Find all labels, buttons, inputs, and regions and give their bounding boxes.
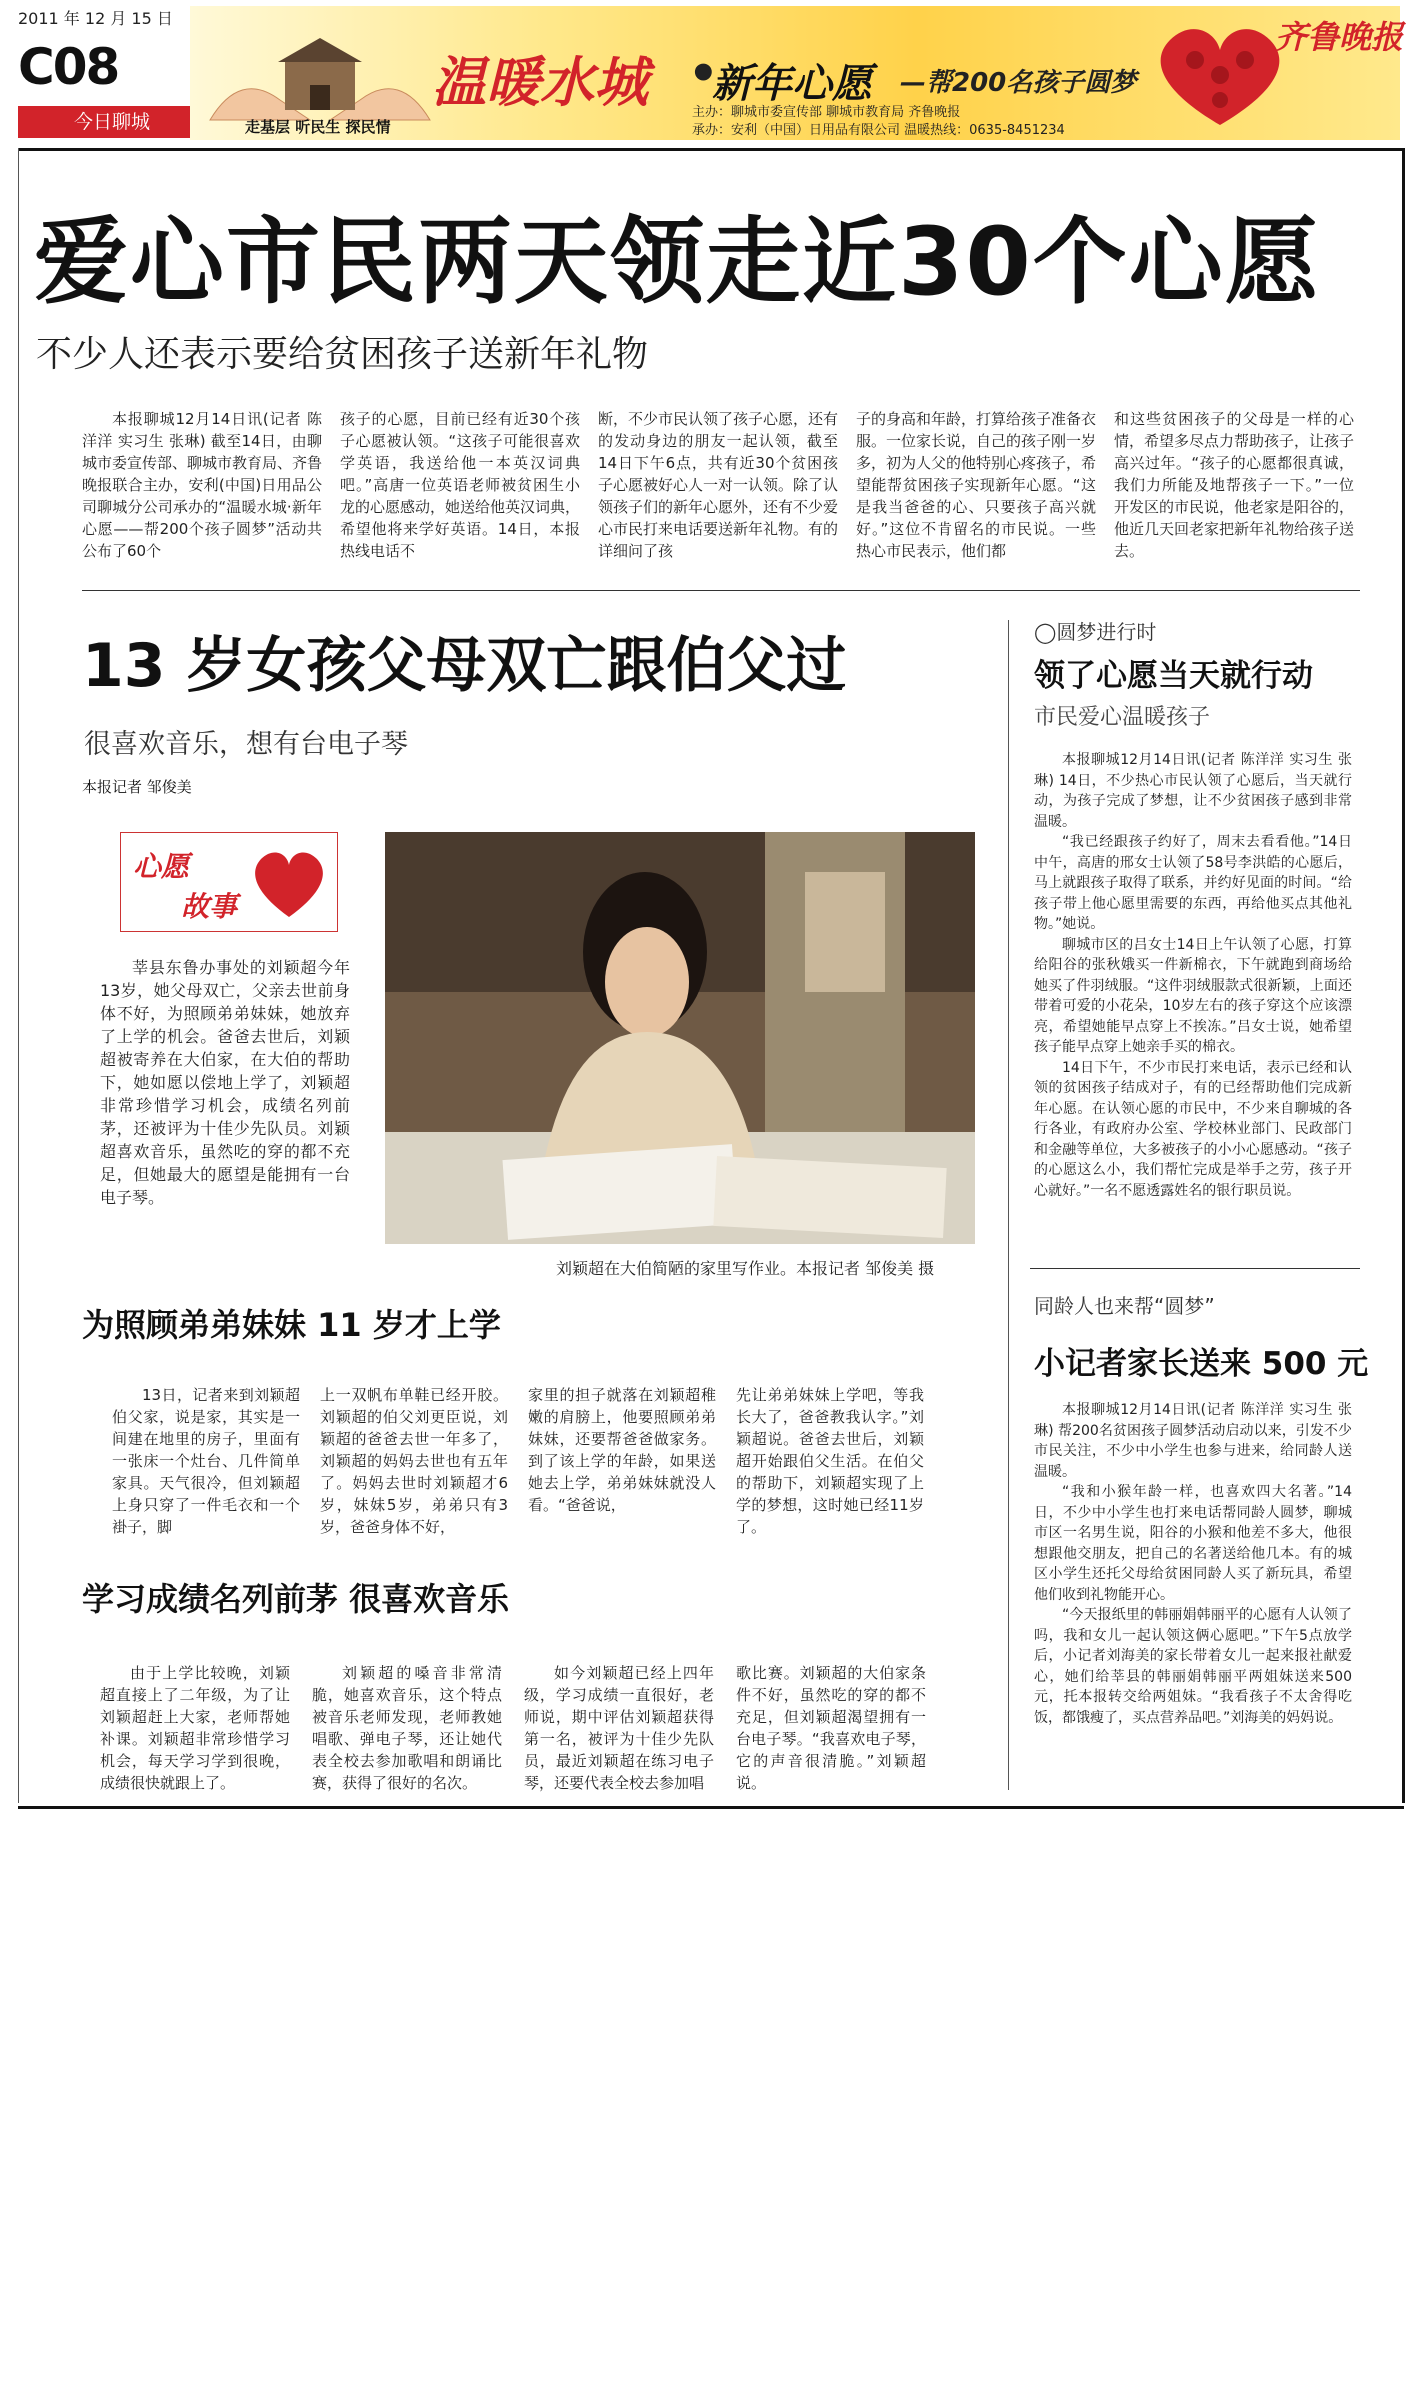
date: 2011 年 12 月 15 日 xyxy=(18,9,173,28)
sidebar-headline-1: 领了心愿当天就行动 xyxy=(1034,658,1313,694)
organizer-line-2: 承办：安利（中国）日用品有限公司 温暖热线：0635-8451234 xyxy=(692,123,1065,138)
sidebar-kicker-1: ◯圆梦进行时 xyxy=(1034,620,1157,644)
sub1-column-3: 家里的担子就落在刘颖超稚嫩的肩膀上，他要照顾弟弟妹妹，还要帮爸爸做家务。到了该上学的年龄，如果送她去上学，弟弟妹妹就没人看。“爸爸说， xyxy=(528,1386,716,1514)
badge-heart-icon xyxy=(249,847,329,919)
banner-subtitle-2: —帮200名孩子圆梦 xyxy=(900,68,1137,98)
story-intro: 莘县东鲁办事处的刘颖超今年13岁，她父母双亡，父亲去世前身体不好，为照顾弟弟妹妹，她放弃了上学的机会。爸爸去世后，刘颖超被寄养在大伯家，在大伯的帮助下，她如愿以偿地上学了，刘颖超非常珍惜学习机会，成绩名列前茅，还被评为十佳少先队员。刘颖超喜欢音乐，虽然吃的穿的都不充足，但她最大的愿望是能拥有一台电子琴。 xyxy=(100,958,350,1207)
sidebar-body-2: 本报聊城12月14日讯(记者 陈洋洋 实习生 张琳) 帮200名贫困孩子圆梦活动启动以来，引发不少市民关注，不少中小学生也参与进来，给同龄人送温暖。 “我和小猴年龄一样，也喜欢四大名著。”14日，不少中小学生也打来电话帮同龄人圆梦，聊城市区一名男生说，阳谷的小猴和他差不多大，他很想跟他交朋友，把自己的名著送给他几本。有的城区小学生还托父母给贫困同龄人买了新玩具，希望他们收到礼物能开心。 “今天报纸里的韩丽娟韩丽平的心愿有人认领了吗，我和女儿一起认领这俩心愿吧。”下午5点放学后，小记者刘海美的家长带着女儿一起来报社献爱心，她们给莘县的韩丽娟韩丽平两姐妹送来500元，托本报转交给两姐妹。“我看孩子不太舍得吃饭，都饿瘦了，买点营养品吧。”刘海美的妈妈说。 xyxy=(1034,1402,1352,1726)
lead-subhead: 不少人还表示要给贫困孩子送新年礼物 xyxy=(36,334,649,375)
banner-slogan: 走基层 听民生 探民情 xyxy=(245,118,391,136)
photo-caption: 刘颖超在大伯简陋的家里写作业。本报记者 邹俊美 摄 xyxy=(556,1259,935,1278)
newspaper-logo: 齐鲁晚报 xyxy=(1275,18,1404,56)
sub1-column-4: 先让弟弟妹妹上学吧，等我长大了，爸爸教我认字。”刘颖超说。爸爸去世后，刘颖超开始跟伯父生活。在伯父的帮助下，刘颖超实现了上学的梦想，这时她已经11岁了。 xyxy=(736,1386,924,1536)
sub2-heading: 学习成绩名列前茅 很喜欢音乐 xyxy=(82,1580,510,1618)
sidebar-subhead-1: 市民爱心温暖孩子 xyxy=(1034,705,1211,730)
rose-heart-icon xyxy=(1150,20,1290,130)
sub1-column-2: 上一双帆布单鞋已经开胶。刘颖超的伯父刘更臣说，刘颖超的爸爸去世一年多了，刘颖超的妈妈去世也有五年了。妈妈去世时刘颖超才6岁，妹妹5岁，弟弟只有3岁，爸爸身体不好， xyxy=(320,1386,508,1536)
lead-column-4: 子的身高和年龄，打算给孩子准备衣服。一位家长说，自己的孩子刚一岁多，初为人父的他特别心疼孩子，希望能帮贫困孩子实现新年心愿。“这是我当爸爸的心、只要孩子高兴就好。”这位不肯留名的市民说。一些热心市民表示，他们都 xyxy=(856,410,1097,560)
sub2-column-3: 如今刘颖超已经上四年级，学习成绩一直很好，老师说，期中评估刘颖超获得第一名，被评为十佳少先队员，最近刘颖超在练习电子琴，还要代表全校去参加唱 xyxy=(524,1664,714,1792)
banner-title: 温暖水城 xyxy=(432,50,648,114)
page-number: C08 xyxy=(18,38,119,96)
sub2-column-1: 由于上学比较晚，刘颖超直接上了二年级，为了让刘颖超赶上大家，老师帮她补课。刘颖超非常珍惜学习机会，每天学习学到很晚，成绩很快就跟上了。 xyxy=(100,1664,290,1792)
lead-divider xyxy=(82,590,1360,591)
bottom-rule xyxy=(18,1806,1404,1809)
sub2-column-4: 歌比赛。刘颖超的大伯家条件不好，虽然吃的穿的都不充足，但刘颖超渴望拥有一台电子琴。“我喜欢电子琴，它的声音很清脆。”刘颖超说。 xyxy=(736,1664,926,1792)
story-headline: 13 岁女孩父母双亡跟伯父过 xyxy=(82,631,847,701)
girl-doing-homework-photo xyxy=(385,832,975,1244)
banner-organizers xyxy=(692,104,1065,140)
badge-line-2: 故事 xyxy=(181,890,238,923)
sidebar-kicker-2: 同龄人也来帮“圆梦” xyxy=(1034,1294,1215,1318)
badge-line-1: 心愿 xyxy=(133,850,190,883)
lead-column-1: 本报聊城12月14日讯(记者 陈洋洋 实习生 张琳) 截至14日，由聊城市委宣传部、聊城市教育局、齐鲁晚报联合主办，安利(中国)日用品公司聊城分公司承办的“温暖水城·新年心愿——帮200个孩子圆梦”活动共公布了60个 xyxy=(82,410,323,560)
sub1-column-1: 13日，记者来到刘颖超伯父家，说是家，其实是一间建在地里的房子，里面有一张床一个灶台、几件简单家具。天气很冷，但刘颖超上身只穿了一件毛衣和一个褂子，脚 xyxy=(112,1386,300,1536)
organizer-line-1: 主办：聊城市委宣传部 聊城市教育局 齐鲁晚报 xyxy=(692,105,961,120)
section-tag: 今日聊城 xyxy=(18,106,206,138)
sidebar-headline-2: 小记者家长送来 500 元 xyxy=(1034,1346,1369,1382)
banner-subtitle: 新年心愿 xyxy=(712,60,872,107)
sidebar-body-1: 本报聊城12月14日讯(记者 陈洋洋 实习生 张琳) 14日，不少热心市民认领了心愿后，当天就行动，为孩子完成了梦想，让不少贫困孩子感到非常温暖。 “我已经跟孩子约好了，周末去看看他。”14日中午，高唐的邢女士认领了58号李洪皓的心愿后，马上就跟孩子取得了联系，并约好见面的时间。“给孩子带上他心愿里需要的东西，再给他买点其他礼物。”她说。 聊城市区的吕女士14日上午认领了心愿，打算给阳谷的张秋娥买一件新棉衣，下午就跑到商场给她买了件羽绒服。“这件羽绒服款式很新颖，上面还带着可爱的小花朵，10岁左右的孩子穿这个应该漂亮，希望她能早点穿上不挨冻。”吕女士说，她希望孩子能早点穿上她亲手买的棉衣。 14日下午，不少市民打来电话，表示已经和认领的贫困孩子结成对子，有的已经帮助他们完成新年心愿。在认领心愿的市民中，不少来自聊城的各行各业，有政府办公室、学校林业部门、民政部门和金融等单位，大多被孩子的小小心愿感动。“孩子的心愿这么小，我们帮忙完成是举手之劳，孩子开心就好。”一名不愿透露姓名的银行职员说。 xyxy=(1034,752,1352,1199)
sidebar-separator xyxy=(1030,1268,1360,1269)
story-byline: 本报记者 邹俊美 xyxy=(82,778,192,796)
lead-column-3: 断，不少市民认领了孩子心愿，还有的发动身边的朋友一起认领，截至14日下午6点，共有近30个贫困孩子心愿被好心人一对一认领。除了认领孩子们的新年心愿外，还有不少爱心市民打来电话要送新年礼物。有的详细问了孩 xyxy=(598,410,839,560)
sub1-heading: 为照顾弟弟妹妹 11 岁才上学 xyxy=(82,1306,501,1344)
lead-column-2: 孩子的心愿，目前已经有近30个孩子心愿被认领。“这孩子可能很喜欢学英语，我送给他一本英汉词典吧。”高唐一位英语老师被贫困生小龙的心愿感动，她送给他英汉词典，希望他将来学好英语。14日，本报热线电话不 xyxy=(340,410,581,560)
sidebar-divider xyxy=(1008,620,1009,1790)
lead-column-5: 和这些贫困孩子的父母是一样的心情，希望多尽点力帮助孩子，让孩子高兴过年。“孩子的心愿都很真诚，我们力所能及地帮孩子一下。”一位开发区的市民说，他老家是阳谷的，他近几天回老家把新年礼物给孩子送去。 xyxy=(1114,410,1355,560)
story-subhead: 很喜欢音乐，想有台电子琴 xyxy=(84,729,408,760)
sub2-column-2: 刘颖超的嗓音非常清脆，她喜欢音乐，这个特点被音乐老师发现，老师教她唱歌、弹电子琴，还让她代表全校去参加歌唱和朗诵比赛，获得了很好的名次。 xyxy=(312,1664,502,1792)
wish-story-badge xyxy=(120,832,338,932)
lead-headline: 爱心市民两天领走近30个心愿 xyxy=(34,208,1321,317)
banner-dot: • xyxy=(688,46,719,102)
hands-tower-illustration xyxy=(200,30,440,130)
